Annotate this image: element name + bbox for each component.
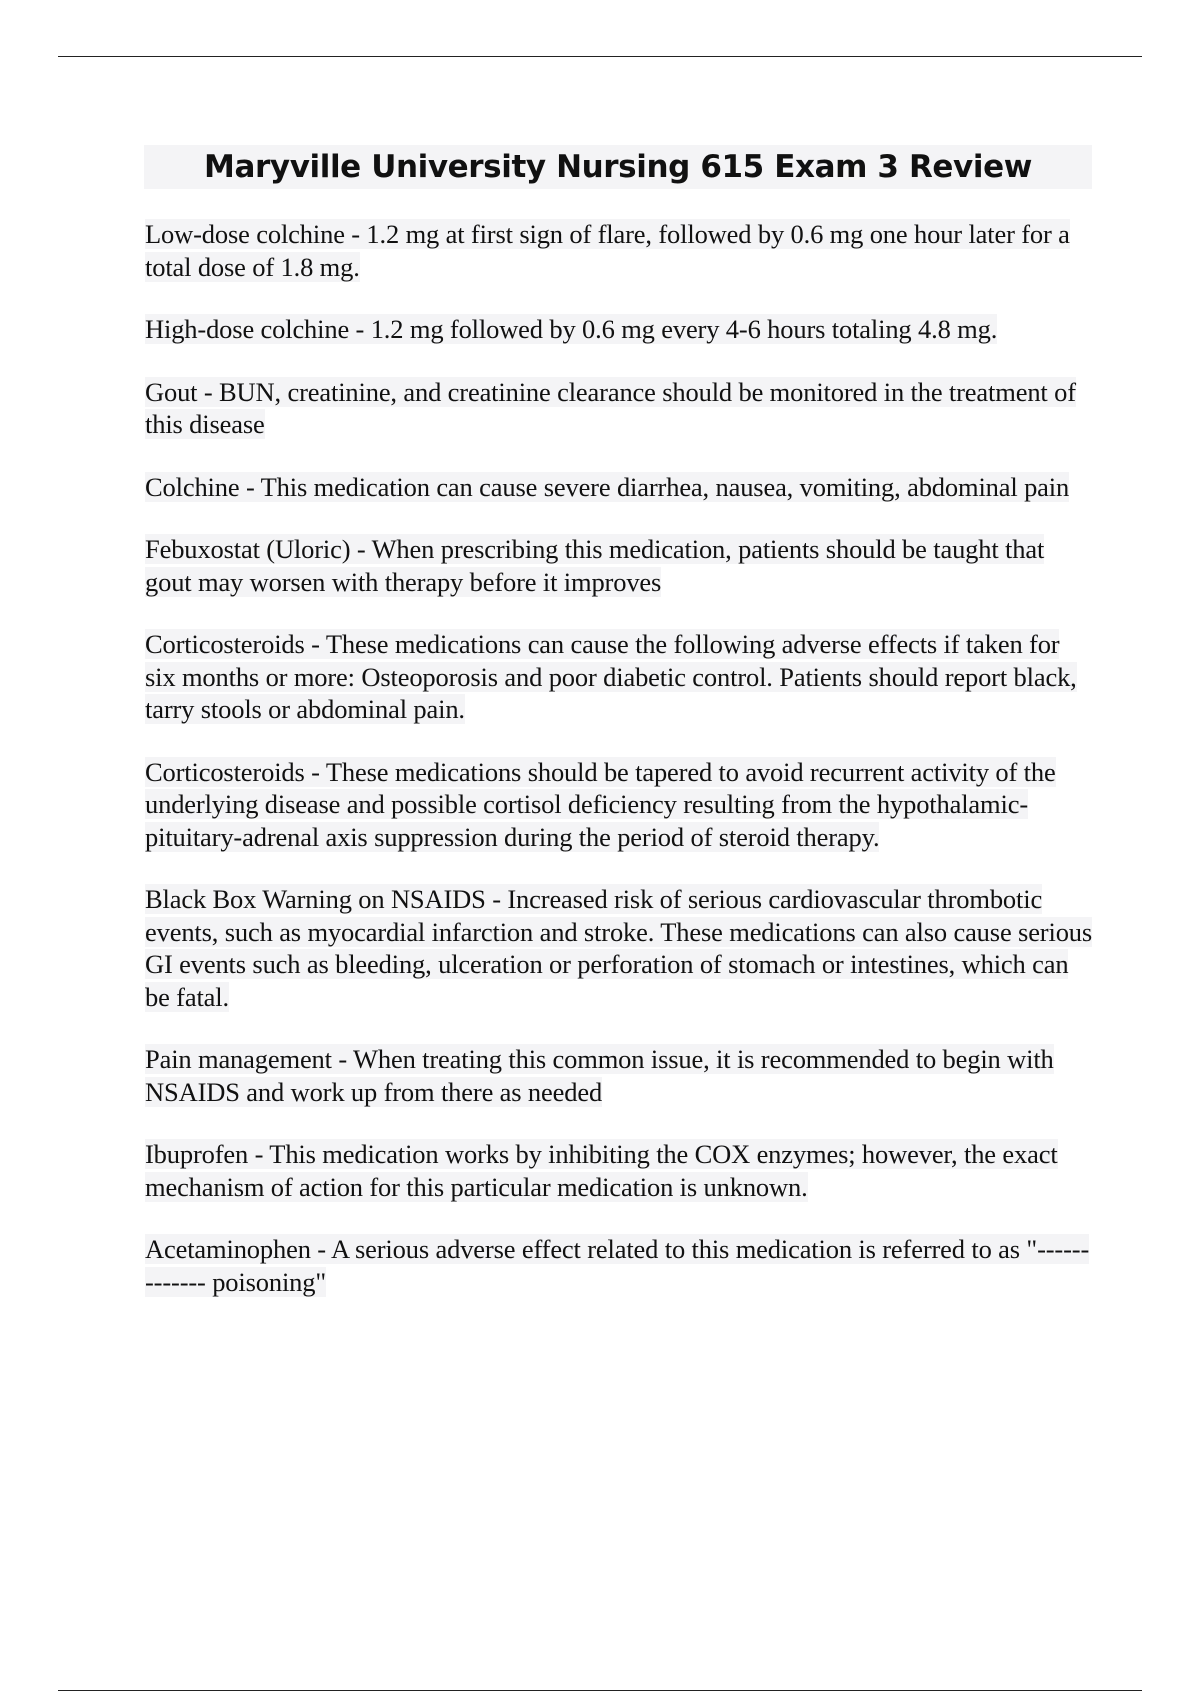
review-entries <box>145 218 1095 1328</box>
review-entry <box>145 1138 1095 1203</box>
bottom-rule <box>58 1690 1142 1691</box>
review-entry <box>145 1233 1095 1298</box>
page-title: Maryville University Nursing 615 Exam 3 Review <box>204 149 1032 185</box>
top-rule <box>58 56 1142 57</box>
review-entry-text: Gout - BUN, creatinine, and creatinine clearance should be monitored in the treatment of this disease <box>145 376 1076 439</box>
review-entry <box>145 883 1095 1013</box>
review-entry-text: Ibuprofen - This medication works by inhibiting the COX enzymes; however, the exact mechanism of action for this particular medication is unknown. <box>145 1139 1058 1202</box>
review-entry-text: Pain management - When treating this common issue, it is recommended to begin with NSAIDS and work up from there as needed <box>145 1044 1054 1107</box>
review-entry <box>145 471 1095 504</box>
review-entry <box>145 218 1095 283</box>
review-entry <box>145 313 1095 346</box>
review-entry-text: Low-dose colchine - 1.2 mg at first sign of flare, followed by 0.6 mg one hour later for a total dose of 1.8 mg. <box>145 219 1070 282</box>
review-entry <box>145 533 1095 598</box>
review-entry-text: High-dose colchine - 1.2 mg followed by 0.6 mg every 4-6 hours totaling 4.8 mg. <box>145 314 998 344</box>
review-entry <box>145 756 1095 854</box>
title-bar <box>144 145 1092 189</box>
review-entry-text: Corticosteroids - These medications can cause the following adverse effects if taken for six months or more: Osteoporosis and poor diabetic control. Patients should report black, tarry stools or abdominal pain. <box>145 629 1077 724</box>
review-entry-text: Black Box Warning on NSAIDS - Increased risk of serious cardiovascular thrombotic events, such as myocardial infarction and stroke. These medications can also cause serious GI events such as bleeding, ulceration or perforation of stomach or intestines, which can be fatal. <box>145 884 1093 1012</box>
review-entry <box>145 628 1095 726</box>
review-entry <box>145 1043 1095 1108</box>
review-entry-text: Acetaminophen - A serious adverse effect related to this medication is referred to as "------------- poisoning" <box>145 1234 1090 1297</box>
review-entry-text: Colchine - This medication can cause severe diarrhea, nausea, vomiting, abdominal pain <box>145 471 1070 502</box>
review-entry <box>145 376 1095 441</box>
review-entry-text: Corticosteroids - These medications should be tapered to avoid recurrent activity of the underlying disease and possible cortisol deficiency resulting from the hypothalamic-pituitary-adrenal axis suppression during the period of steroid therapy. <box>145 756 1056 852</box>
review-entry-text: Febuxostat (Uloric) - When prescribing this medication, patients should be taught that gout may worsen with therapy before it improves <box>145 534 1045 597</box>
